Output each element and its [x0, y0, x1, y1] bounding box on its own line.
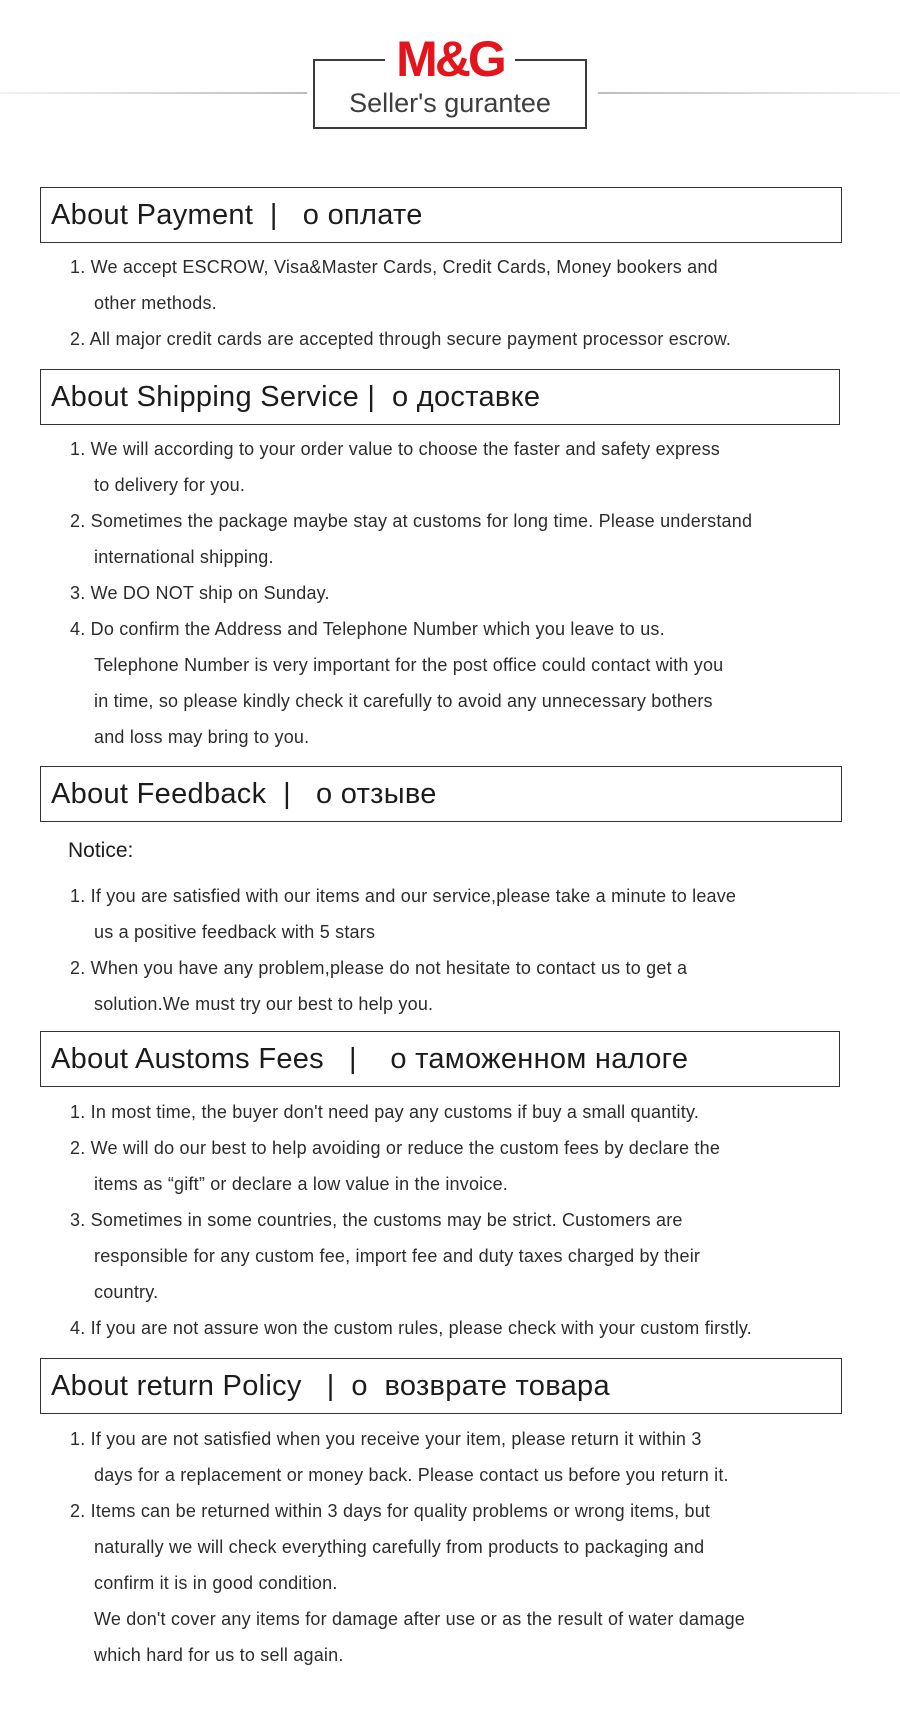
section-title: About return Policy | о возврате товара — [51, 1369, 610, 1402]
list-item: 1. If you are satisfied with our items and our service,please take a minute to leave — [70, 886, 737, 906]
list-item: 3. We DO NOT ship on Sunday. — [70, 583, 330, 603]
list-item-continuation: country. — [94, 1282, 159, 1302]
section-customs-header — [40, 1031, 840, 1087]
list-item-continuation: in time, so please kindly check it carefully to avoid any unnecessary bothers — [94, 691, 713, 711]
section-feedback-header — [40, 766, 842, 822]
header-rule-right — [598, 92, 900, 94]
section-shipping-header — [40, 369, 840, 425]
notice-label: Notice: — [68, 839, 134, 862]
list-item-continuation: solution.We must try our best to help you. — [94, 994, 434, 1014]
list-item: 1. We will according to your order value to choose the faster and safety express — [70, 439, 721, 459]
list-item-continuation: responsible for any custom fee, import fee and duty taxes charged by their — [94, 1246, 701, 1266]
list-item: 4. Do confirm the Address and Telephone Number which you leave to us. — [70, 619, 665, 639]
list-item-continuation: us a positive feedback with 5 stars — [94, 922, 376, 942]
section-title: About Shipping Service | о доставке — [51, 380, 541, 413]
list-item: 1. If you are not satisfied when you receive your item, please return it within 3 — [70, 1429, 702, 1449]
section-payment-header — [40, 187, 842, 243]
list-item-continuation: days for a replacement or money back. Please contact us before you return it. — [94, 1465, 729, 1485]
badge-tagline: Seller's gurantee — [349, 88, 551, 118]
list-item-continuation: and loss may bring to you. — [94, 727, 310, 747]
list-item: 1. In most time, the buyer don't need pay any customs if buy a small quantity. — [70, 1102, 700, 1122]
list-item-continuation: confirm it is in good condition. — [94, 1573, 338, 1593]
section-return-header — [40, 1358, 842, 1414]
list-item-continuation: other methods. — [94, 293, 217, 313]
list-item-continuation: items as “gift” or declare a low value in the invoice. — [94, 1174, 508, 1194]
list-item: 2. All major credit cards are accepted through secure payment processor escrow. — [70, 329, 732, 349]
list-item: 2. Sometimes the package maybe stay at customs for long time. Please understand — [70, 511, 753, 531]
brand-logo: M&G — [385, 34, 515, 84]
section-title: About Payment | о оплате — [51, 198, 423, 231]
section-title: About Feedback | о отзыве — [51, 777, 437, 810]
list-item: 2. We will do our best to help avoiding or reduce the custom fees by declare the — [70, 1138, 721, 1158]
header-rule-left — [0, 92, 307, 94]
list-item: 2. Items can be returned within 3 days for quality problems or wrong items, but — [70, 1501, 711, 1521]
list-item: 3. Sometimes in some countries, the customs may be strict. Customers are — [70, 1210, 683, 1230]
list-item-continuation: naturally we will check everything carefully from products to packaging and — [94, 1537, 705, 1557]
section-title: About Austoms Fees | о таможенном налоге — [51, 1042, 689, 1075]
list-item-continuation: to delivery for you. — [94, 475, 246, 495]
list-item-continuation: which hard for us to sell again. — [94, 1645, 344, 1665]
list-item-continuation: Telephone Number is very important for the post office could contact with you — [94, 655, 724, 675]
list-item-continuation: international shipping. — [94, 547, 274, 567]
list-item: 1. We accept ESCROW, Visa&Master Cards, Credit Cards, Money bookers and — [70, 257, 718, 277]
list-item: 2. When you have any problem,please do not hesitate to contact us to get a — [70, 958, 688, 978]
list-item-continuation: We don't cover any items for damage after use or as the result of water damage — [94, 1609, 746, 1629]
list-item: 4. If you are not assure won the custom rules, please check with your custom firstly. — [70, 1318, 752, 1338]
